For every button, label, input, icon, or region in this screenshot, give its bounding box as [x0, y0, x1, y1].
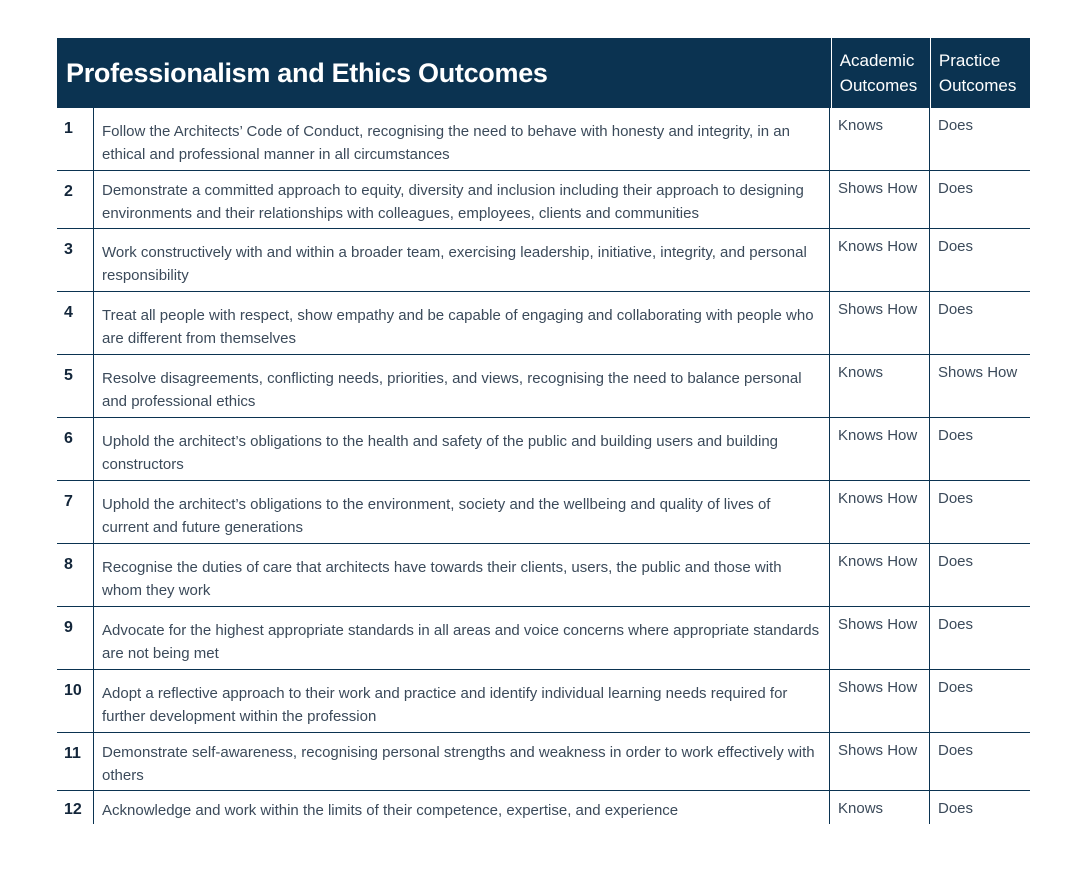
- outcome-text: Recognise the duties of care that architects have towards their clients, users, the public and those with whom they work: [93, 544, 829, 606]
- outcome-text: Uphold the architect’s obligations to the health and safety of the public and building users and building constructors: [93, 418, 829, 480]
- practice-outcome: Shows How: [929, 355, 1030, 417]
- outcome-text: Demonstrate a committed approach to equity, diversity and inclusion including their approach to designing environments and their relationships with colleagues, employees, clients and communities: [93, 171, 829, 228]
- practice-outcome: Does: [929, 108, 1030, 170]
- practice-outcome: Does: [929, 733, 1030, 790]
- table-row: [57, 544, 1030, 607]
- academic-outcome: Shows How: [829, 607, 929, 669]
- row-number: 8: [64, 556, 73, 573]
- outcome-text: Work constructively with and within a broader team, exercising leadership, initiative, integrity, and personal responsibility: [93, 229, 829, 291]
- outcome-text: Treat all people with respect, show empathy and be capable of engaging and collaborating with people who are different from themselves: [93, 292, 829, 354]
- academic-outcome: Knows: [829, 108, 929, 170]
- academic-outcome: Knows: [829, 355, 929, 417]
- table-row: [57, 791, 1030, 824]
- outcomes-table: [57, 38, 1030, 824]
- academic-outcome: Shows How: [829, 733, 929, 790]
- practice-outcome: Does: [929, 229, 1030, 291]
- table-row: [57, 733, 1030, 791]
- outcome-text: Acknowledge and work within the limits of their competence, expertise, and experience: [93, 791, 829, 824]
- table-row: [57, 292, 1030, 355]
- row-number: 7: [64, 493, 73, 510]
- outcome-text: Resolve disagreements, conflicting needs, priorities, and views, recognising the need to balance personal and professional ethics: [93, 355, 829, 417]
- practice-outcome: Does: [929, 171, 1030, 228]
- practice-outcome: Does: [929, 607, 1030, 669]
- academic-header-line1: Academic: [839, 51, 915, 70]
- academic-outcome: Knows How: [829, 481, 929, 543]
- academic-outcome: Knows: [829, 791, 929, 824]
- row-number: 11: [64, 745, 81, 762]
- table-row: [57, 418, 1030, 481]
- row-number: 6: [64, 430, 73, 447]
- table-row: [57, 481, 1030, 544]
- outcome-text: Advocate for the highest appropriate standards in all areas and voice concerns where appropriate standards are not being met: [93, 607, 829, 669]
- table-row: [57, 607, 1030, 670]
- table-row: [57, 171, 1030, 229]
- row-number: 5: [64, 367, 73, 384]
- practice-outcome: Does: [929, 670, 1030, 732]
- practice-header-line2: Outcomes: [938, 76, 1017, 95]
- practice-outcome: Does: [929, 481, 1030, 543]
- row-number: 3: [64, 241, 73, 258]
- outcome-text: Adopt a reflective approach to their work and practice and identify individual learning needs required for further development within the profession: [93, 670, 829, 732]
- table-row: [57, 108, 1030, 171]
- table-row: [57, 355, 1030, 418]
- practice-outcome: Does: [929, 544, 1030, 606]
- academic-outcomes-header: [831, 38, 930, 108]
- outcome-text: Uphold the architect’s obligations to the environment, society and the wellbeing and quality of lives of current and future generations: [93, 481, 829, 543]
- outcome-text: Follow the Architects’ Code of Conduct, recognising the need to behave with honesty and integrity, in an ethical and professional manner in all circumstances: [93, 108, 829, 170]
- academic-header-line2: Outcomes: [839, 76, 918, 95]
- table-row: [57, 229, 1030, 292]
- practice-outcome: Does: [929, 791, 1030, 824]
- practice-outcome: Does: [929, 418, 1030, 480]
- academic-outcome: Shows How: [829, 292, 929, 354]
- practice-outcomes-header: [930, 38, 1030, 108]
- academic-outcome: Knows How: [829, 418, 929, 480]
- row-number: 12: [64, 801, 82, 818]
- table-title: Professionalism and Ethics Outcomes: [66, 57, 548, 88]
- row-number: 2: [64, 183, 73, 200]
- outcome-text: Demonstrate self-awareness, recognising personal strengths and weakness in order to work effectively with others: [93, 733, 829, 790]
- practice-header-line1: Practice: [938, 51, 1001, 70]
- academic-outcome: Shows How: [829, 171, 929, 228]
- academic-outcome: Shows How: [829, 670, 929, 732]
- table-header: [57, 38, 1030, 108]
- table-row: [57, 670, 1030, 733]
- academic-outcome: Knows How: [829, 229, 929, 291]
- row-number: 9: [64, 619, 73, 636]
- row-number: 1: [64, 120, 73, 137]
- academic-outcome: Knows How: [829, 544, 929, 606]
- row-number: 4: [64, 304, 73, 321]
- practice-outcome: Does: [929, 292, 1030, 354]
- row-number: 10: [64, 682, 82, 699]
